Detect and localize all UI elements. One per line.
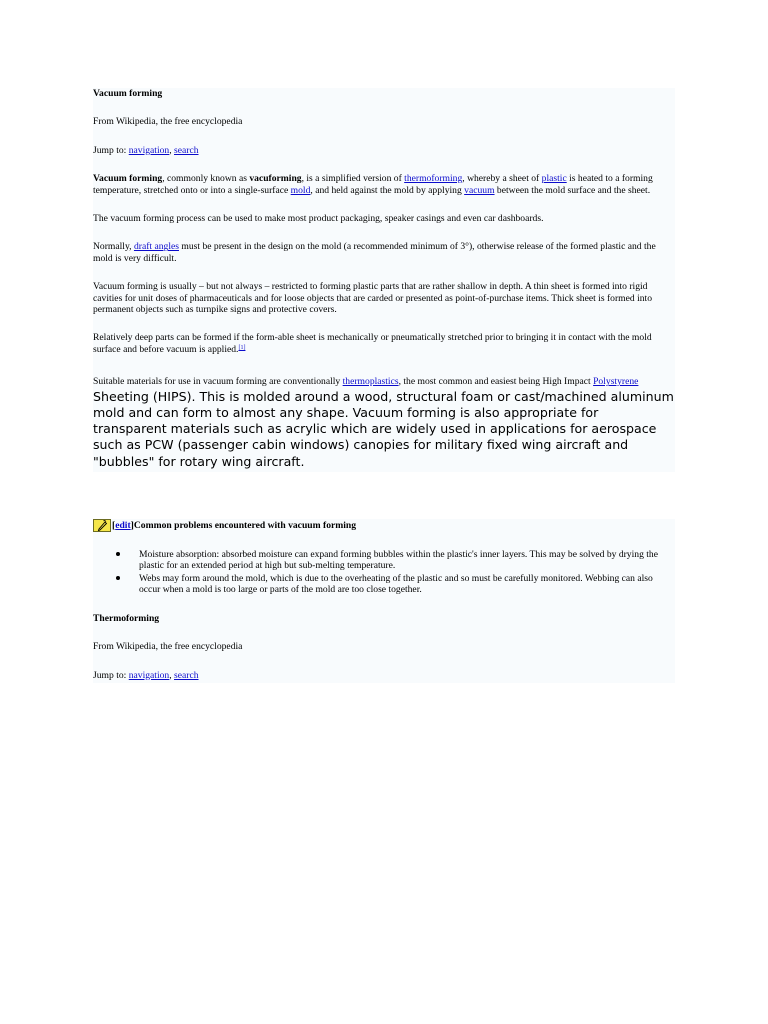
list-item: Moisture absorption: absorbed moisture can expand forming bubbles within the plastic's inner layers. This may be solved by drying the plastic for an extended period at high but sub-melting temperature. — [139, 549, 675, 572]
text-run: , is a simplified version of — [301, 173, 405, 185]
problems-list — [93, 549, 675, 596]
reference-link[interactable]: [1] — [238, 344, 246, 351]
thermoforming-link[interactable]: thermoforming — [404, 173, 463, 185]
text-run: between the mold surface and the sheet. — [494, 184, 651, 196]
text-run: , whereby a sheet of — [462, 173, 542, 185]
text-run: Relatively deep parts can be formed if the form-able sheet is mechanically or pneumatically stretched prior to bringing it in contact with the mold surface and before vacuum is applied. — [93, 332, 652, 355]
jump-separator: , — [169, 669, 175, 681]
bold-term: vacuforming — [249, 173, 302, 185]
section-heading — [93, 519, 675, 532]
paragraph-deep-parts — [93, 332, 675, 355]
polystyrene-link[interactable]: Polystyrene — [593, 376, 639, 388]
article-vacuum-forming — [93, 88, 675, 472]
text-run: , commonly known as — [162, 173, 250, 185]
list-item: Webs may form around the mold, which is due to the overheating of the plastic and so must be carefully monitored. Webbing can also occur when a mold is too large or parts of the mold are too close together. — [139, 573, 675, 596]
article-title: Thermoforming — [93, 612, 160, 624]
draft-angles-link[interactable]: draft angles — [133, 241, 179, 253]
plastic-link[interactable]: plastic — [541, 173, 567, 185]
jump-prefix: Jump to: — [93, 669, 129, 681]
jump-line — [93, 145, 675, 156]
source-line: From Wikipedia, the free encyclopedia — [93, 116, 243, 128]
text-run: is heated to a forming temperature, stretched onto or into a single-surface — [93, 173, 653, 196]
mold-link[interactable]: mold — [290, 184, 311, 196]
paragraph-depth: Vacuum forming is usually – but not always – restricted to forming plastic parts that are rather shallow in depth. A thin sheet is formed into rigid cavities for unit doses of pharmaceuticals and for loose objects that are carded or presented as point-of-purchase items. Thick sheet is formed into permanent objects such as turnpike signs and protective covers. — [93, 281, 653, 316]
text-run: must be present in the design on the mold (a recommended minimum of 3°), otherwise release of the formed plastic and the mold is very difficult. — [93, 241, 656, 264]
text-run: Suitable materials for use in vacuum forming are conventionally — [93, 376, 343, 388]
section-title: Common problems encountered with vacuum forming — [133, 519, 357, 531]
source-line: From Wikipedia, the free encyclopedia — [93, 641, 243, 653]
bold-term: Vacuum forming — [93, 173, 163, 185]
text-run: , the most common and easiest being High Impact — [398, 376, 594, 388]
bracket: [ — [112, 519, 116, 531]
spacer — [93, 472, 675, 519]
article-title: Vacuum forming — [93, 88, 163, 99]
bracket: ] — [130, 519, 134, 531]
text-run: , and held against the mold by applying — [310, 184, 465, 196]
text-run: Normally, — [93, 241, 134, 253]
search-link[interactable]: search — [174, 144, 199, 156]
navigation-link[interactable]: navigation — [128, 144, 170, 156]
paragraph-materials — [93, 372, 675, 472]
navigation-link[interactable]: navigation — [128, 669, 170, 681]
paragraph-uses: The vacuum forming process can be used to make most product packaging, speaker casings and even car dashboards. — [93, 213, 544, 225]
jump-line — [93, 670, 675, 683]
thermoplastics-link[interactable]: thermoplastics — [342, 376, 399, 388]
text-run-large: Sheeting (HIPS). This is molded around a wood, structural foam or cast/machined aluminum mold and can form to almost any shape. Vacuum forming is also appropriate for transparent materials such as acrylic which are widely used in applications for aerospace such as PCW (passenger cabin windows) canopies for military fixed wing aircraft and "bubbles" for rotary wing aircraft. — [93, 388, 674, 469]
section-common-problems — [93, 519, 675, 683]
edit-link[interactable]: edit — [115, 519, 131, 531]
paragraph-draft-angles — [93, 241, 675, 264]
vacuum-link[interactable]: vacuum — [464, 184, 495, 196]
jump-separator: , — [169, 144, 175, 156]
jump-prefix: Jump to: — [93, 144, 129, 156]
edit-pencil-icon — [93, 519, 111, 532]
document-page — [93, 88, 675, 683]
search-link[interactable]: search — [174, 669, 199, 681]
paragraph-intro — [93, 173, 675, 196]
